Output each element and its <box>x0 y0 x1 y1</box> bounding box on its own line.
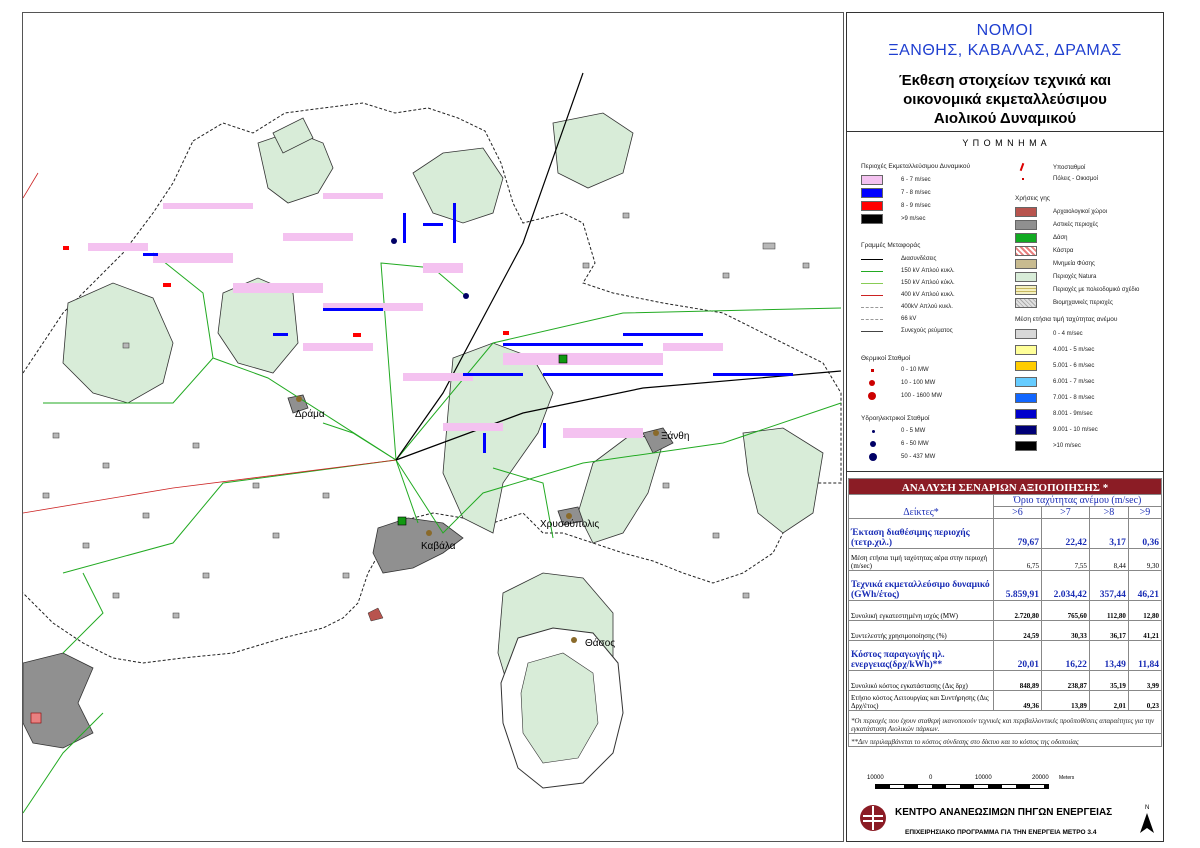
legend-swatch-town-plan <box>1015 285 1037 295</box>
legend-line-150kv-a <box>861 271 883 272</box>
table-row-label: Συνολικό κόστος εγκατάστασης (Δις δρχ) <box>849 671 994 691</box>
table-cell: 765,60 <box>1041 601 1089 621</box>
table-cell: 11,84 <box>1128 641 1161 671</box>
hydro-station-marker <box>463 293 469 299</box>
table-cell: 848,89 <box>994 671 1042 691</box>
hydro-large-icon <box>869 453 877 461</box>
city-label-xanthi: Ξάνθη <box>661 431 690 442</box>
legend-swatch-area-7-8 <box>861 188 883 198</box>
table-row-label: Συνολική εγκατεστημένη ισχύς (MW) <box>849 601 994 621</box>
table-footnote-1: *Οι περιοχές που έχουν σταθερή ικανοποιούν τεχνικές και περιβαλλοντικές προϋποθέσεις απαραίτητες για την εγκατάσταση Αιολικών πάρκων. <box>849 711 1162 734</box>
table-cell: 8,44 <box>1089 549 1128 571</box>
legend-label-monuments: Μνημεία Φύσης <box>1053 261 1095 267</box>
legend-label-castles: Κάστρα <box>1053 248 1074 254</box>
table-row <box>849 671 1162 691</box>
table-cell: 24,59 <box>994 621 1042 641</box>
legend-label-400kv-b: 400kV Απλού κυκλ. <box>901 304 953 310</box>
legend-swatch-castles <box>1015 246 1037 256</box>
legend-label-wind-10: >10 m/sec <box>1053 443 1081 449</box>
table-row-label: Μέση ετήσια τιμή ταχύτητας αέρα στην περιοχή (m/sec) <box>849 549 994 571</box>
hydro-small-icon <box>872 430 875 433</box>
title-prefectures: ΝΟΜΟΙ <box>976 22 1034 39</box>
legend-label-thermal-medium: 10 - 100 MW <box>901 380 936 386</box>
legend-line-dc <box>861 331 883 332</box>
legend-line-interconnection <box>861 259 883 260</box>
legend-swatch-wind-4-5 <box>1015 345 1037 355</box>
table-row <box>849 601 1162 621</box>
legend-line-400kv-a <box>861 295 883 296</box>
legend-landuse-heading: Χρήσεις γης <box>1015 195 1050 202</box>
table-header-speed-limit: Όριο ταχύτητας ανέμου (m/sec) <box>994 495 1162 507</box>
substation-icon <box>1020 163 1025 171</box>
table-threshold: >6 <box>994 507 1042 519</box>
legend-label-forest: Δάση <box>1053 235 1068 241</box>
table-row <box>849 641 1162 671</box>
legend-swatch-wind-9-10 <box>1015 425 1037 435</box>
legend-label-archaeological: Αρχαιολογικοί χώροι <box>1053 209 1108 215</box>
table-cell: 49,36 <box>994 691 1042 711</box>
table-cell: 2,01 <box>1089 691 1128 711</box>
legend-swatch-area-8-9 <box>861 201 883 211</box>
legend-label-thermal-large: 100 - 1600 MW <box>901 393 943 399</box>
thermal-small-icon <box>871 369 874 372</box>
city-label-thasos: Θάσος <box>585 638 616 649</box>
table-cell: 3,99 <box>1128 671 1161 691</box>
scale-label: 20000 <box>1032 775 1049 781</box>
table-row <box>849 519 1162 549</box>
archaeological-site <box>368 608 383 621</box>
table-row-label: Έκταση διαθέσιμης περιοχής (τετρ.χιλ.) <box>849 519 994 549</box>
scale-label: 10000 <box>867 775 884 781</box>
subtitle-line-2: οικονομικά εκμεταλλεύσιμου <box>903 91 1107 108</box>
legend-label-industrial: Βιομηχανικές περιοχές <box>1053 300 1113 306</box>
table-header-indicators: Δείκτες* <box>849 495 994 519</box>
legend-swatch-area-6-7 <box>861 175 883 185</box>
table-title: ΑΝΑΛΥΣΗ ΣΕΝΑΡΙΩΝ ΑΞΙΟΠΟΙΗΣΗΣ * <box>849 479 1162 495</box>
legend-label-urban: Αστικές περιοχές <box>1053 222 1099 228</box>
legend-label-wind-9-10: 9.001 - 10 m/sec <box>1053 427 1098 433</box>
table-row-label: Συντελεστής χρησιμοποίησης (%) <box>849 621 994 641</box>
org-program: ΕΠΙΧΕΙΡΗΣΙΑΚΟ ΠΡΟΓΡΑΜΜΑ ΓΙΑ ΤΗΝ ΕΝΕΡΓΕΙΑ ΜΕΤΡΟ 3.4 <box>905 829 1097 836</box>
table-row <box>849 571 1162 601</box>
legend-swatch-archaeological <box>1015 207 1037 217</box>
city-label-drama: Δράμα <box>295 409 325 420</box>
table-cell: 2.034,42 <box>1041 571 1089 601</box>
legend-label-400kv-a: 400 kV Απλού κυκλ. <box>901 292 955 298</box>
legend-thermal-heading: Θερμικοί Σταθμοί <box>861 355 911 362</box>
hydro-station-marker <box>391 238 397 244</box>
map-title-block <box>847 13 1163 132</box>
legend-swatch-urban <box>1015 220 1037 230</box>
legend-swatch-wind-0-4 <box>1015 329 1037 339</box>
settlement-icon <box>1022 178 1024 180</box>
table-cell: 13,49 <box>1089 641 1128 671</box>
legend-swatch-natura <box>1015 272 1037 282</box>
legend-label-area-9: >9 m/sec <box>901 216 926 222</box>
table-footnote-2: **Δεν περιλαμβάνεται το κόστος σύνδεσης στο δίκτυο και το κόστος της οδοποιίας <box>849 734 1162 747</box>
legend-label-150kv-b: 150 kV Απλού κύκλ. <box>901 280 955 286</box>
scale-bar <box>867 775 1147 795</box>
legend-line-66kv <box>861 319 883 320</box>
legend-label-settlements: Πόλεις - Οικισμοί <box>1053 176 1098 182</box>
title-prefecture-names: ΞΑΝΘΗΣ, ΚΑΒΑΛΑΣ, ΔΡΑΜΑΣ <box>888 42 1122 59</box>
legend-label-area-8-9: 8 - 9 m/sec <box>901 203 931 209</box>
legend-swatch-monuments <box>1015 259 1037 269</box>
legend-label-natura: Περιοχές Natura <box>1053 274 1097 280</box>
table-threshold: >7 <box>1041 507 1089 519</box>
table-row <box>849 621 1162 641</box>
legend-swatch-wind-7-8 <box>1015 393 1037 403</box>
legend-label-area-7-8: 7 - 8 m/sec <box>901 190 931 196</box>
legend-swatch-wind-10 <box>1015 441 1037 451</box>
thermal-station-marker <box>398 517 406 525</box>
city-label-chrysoupolis: Χρυσούπολις <box>540 519 600 530</box>
side-panel <box>846 12 1164 842</box>
legend-swatch-forest <box>1015 233 1037 243</box>
legend-swatch-wind-5-6 <box>1015 361 1037 371</box>
table-row <box>849 691 1162 711</box>
legend-label-hydro-small: 0 - 5 MW <box>901 428 926 434</box>
legend-label-thermal-small: 0 - 10 MW <box>901 367 929 373</box>
map-view[interactable] <box>22 12 844 842</box>
table-cell: 79,67 <box>994 519 1042 549</box>
table-cell: 5.859,91 <box>994 571 1042 601</box>
cres-logo-icon <box>859 801 887 835</box>
table-cell: 112,80 <box>1089 601 1128 621</box>
table-cell: 46,21 <box>1128 571 1161 601</box>
legend-label-hydro-large: 50 - 437 MW <box>901 454 936 460</box>
table-threshold: >9 <box>1128 507 1161 519</box>
table-cell: 7,55 <box>1041 549 1089 571</box>
legend-wind-heading: Μέση ετήσια τιμή ταχύτητας ανέμου <box>1015 316 1118 323</box>
north-arrow-icon <box>1139 813 1155 835</box>
legend-label-wind-5-6: 5.001 - 6 m/sec <box>1053 363 1095 369</box>
legend-line-150kv-b <box>861 283 883 284</box>
legend-label-substations: Υποσταθμοί <box>1053 165 1086 171</box>
north-label: N <box>1145 805 1150 811</box>
table-cell: 238,87 <box>1041 671 1089 691</box>
scale-label: 10000 <box>975 775 992 781</box>
legend-lines-heading: Γραμμές Μεταφοράς <box>861 242 921 249</box>
legend-label-wind-8-9: 8.001 - 9m/sec <box>1053 411 1093 417</box>
legend-label-wind-4-5: 4.001 - 5 m/sec <box>1053 347 1095 353</box>
table-cell: 16,22 <box>1041 641 1089 671</box>
legend-label-hydro-medium: 6 - 50 MW <box>901 441 929 447</box>
table-cell: 2.720,80 <box>994 601 1042 621</box>
table-cell: 22,42 <box>1041 519 1089 549</box>
city-label-kavala: Καβάλα <box>421 541 456 552</box>
scale-label: 0 <box>929 775 933 781</box>
table-cell: 13,89 <box>1041 691 1089 711</box>
table-threshold: >8 <box>1089 507 1128 519</box>
table-cell: 20,01 <box>994 641 1042 671</box>
legend-label-town-plan: Περιοχές με πολεοδομικό σχέδιο <box>1053 287 1140 293</box>
legend-label-area-6-7: 6 - 7 m/sec <box>901 177 931 183</box>
table-cell: 357,44 <box>1089 571 1128 601</box>
legend-label-interconnection: Διασυνδέσεις <box>901 256 937 262</box>
scenario-table <box>848 478 1162 761</box>
legend-label-150kv-a: 150 kV Απλού κυκλ. <box>901 268 955 274</box>
table-cell: 0,36 <box>1128 519 1161 549</box>
legend-label-wind-7-8: 7.001 - 8 m/sec <box>1053 395 1095 401</box>
org-footer <box>847 795 1163 841</box>
table-cell: 6,75 <box>994 549 1042 571</box>
table-row-label: Τεχνικά εκμεταλλεύσιμο δυναμικό (GWh/έτος) <box>849 571 994 601</box>
legend-swatch-wind-6-7 <box>1015 377 1037 387</box>
table-row-label: Κόστος παραγωγής ηλ. ενεργειας(δρχ/kWh)** <box>849 641 994 671</box>
legend-hydro-heading: Υδροηλεκτρικοί Σταθμοί <box>861 415 930 422</box>
castle-marker <box>31 713 41 723</box>
table-row <box>849 549 1162 571</box>
table-cell: 35,19 <box>1089 671 1128 691</box>
legend-areas-heading: Περιοχές Εκμεταλλεύσιμου Δυναμικού <box>861 163 971 170</box>
legend-label-66kv: 66 kV <box>901 316 917 322</box>
map-canvas[interactable] <box>23 13 843 841</box>
legend-title: Υ Π Ο Μ Ν Η Μ Α <box>962 138 1048 148</box>
subtitle-line-1: Έκθεση στοιχείων τεχνικά και <box>898 72 1112 89</box>
legend-label-wind-0-4: 0 - 4 m/sec <box>1053 331 1083 337</box>
thermal-large-icon <box>868 392 876 400</box>
legend-label-wind-6-7: 6.001 - 7 m/sec <box>1053 379 1095 385</box>
legend-swatch-industrial <box>1015 298 1037 308</box>
thermal-station-marker <box>559 355 567 363</box>
table-cell: 3,17 <box>1089 519 1128 549</box>
table-cell: 0,23 <box>1128 691 1161 711</box>
scale-bar-graphic <box>875 784 1049 789</box>
legend-label-dc: Συνεχούς ρεύματος <box>901 328 953 334</box>
table-cell: 30,33 <box>1041 621 1089 641</box>
thermal-medium-icon <box>869 380 875 386</box>
legend-line-400kv-b <box>861 307 883 308</box>
scale-unit: Meters <box>1059 775 1075 781</box>
legend-swatch-wind-8-9 <box>1015 409 1037 419</box>
table-cell: 41,21 <box>1128 621 1161 641</box>
hydro-medium-icon <box>870 441 876 447</box>
table-cell: 12,80 <box>1128 601 1161 621</box>
table-cell: 36,17 <box>1089 621 1128 641</box>
table-cell: 9,30 <box>1128 549 1161 571</box>
legend-swatch-area-9 <box>861 214 883 224</box>
legend <box>847 133 1163 472</box>
org-name: ΚΕΝΤΡΟ ΑΝΑΝΕΩΣΙΜΩΝ ΠΗΓΩΝ ΕΝΕΡΓΕΙΑΣ <box>895 807 1113 818</box>
table-row-label: Ετήσιο κόστος Λειτουργίας και Συντήρησης (Δις Δρχ/έτος) <box>849 691 994 711</box>
subtitle-line-3: Αιολικού Δυναμικού <box>933 110 1077 127</box>
